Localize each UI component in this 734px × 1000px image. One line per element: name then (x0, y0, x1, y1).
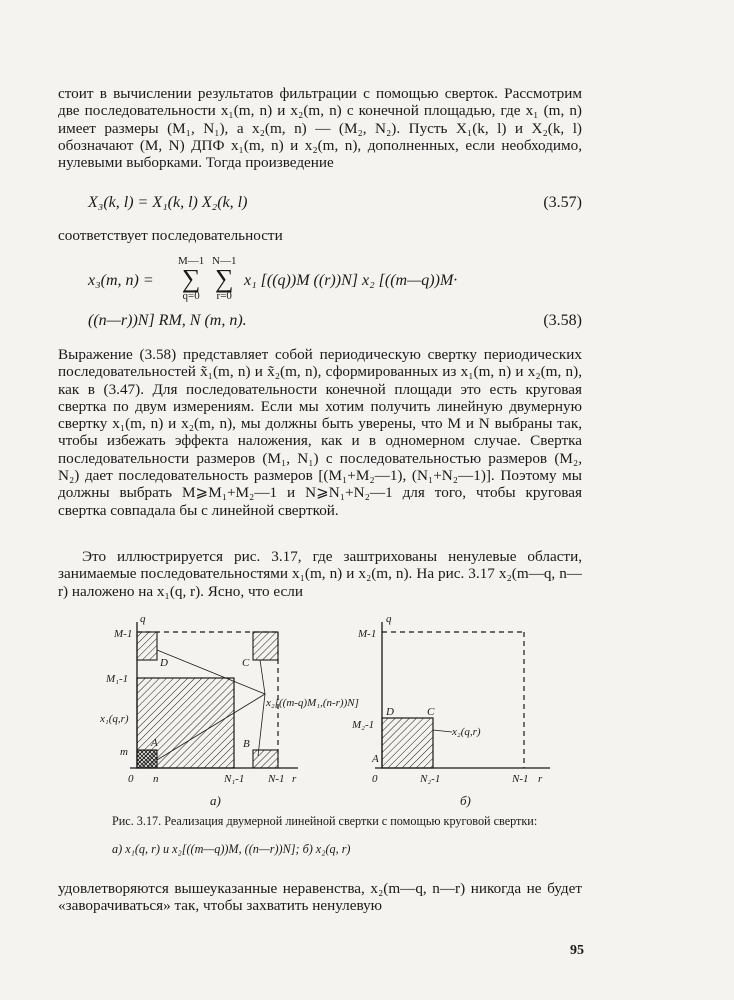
left-x-label-n1-1: N₁-1 (224, 773, 245, 785)
corner-label-c: C (242, 657, 250, 669)
x2-region-b (253, 750, 278, 768)
right-sublabel: б) (460, 793, 471, 808)
right-x-label-n-1: N-1 (512, 773, 529, 785)
sum-q-lower: q=0 (182, 290, 200, 302)
paragraph-illustration: Это иллюстрируется рис. 3.17, где заштрихованы ненулевые области, занимаемые последовательностями x₁(m, n) и x₂(m, n). На рис. 3.17 x₂(m—q, n—r) наложено на x₁(q, r). Ясно, что если (58, 548, 582, 600)
x2-region-c (253, 632, 278, 660)
paragraph-continuation: удовлетворяются вышеуказанные неравенства, x₂(m—q, n—r) никогда не будет «заворачиваться» так, чтобы захватить ненулевую (58, 880, 582, 915)
left-y-label-x1: x₁(q,r) (100, 713, 129, 725)
left-y-label-m1-1: M₁-1 (106, 673, 129, 685)
equation-3-58-line1 (58, 256, 582, 306)
sum-r-upper: N—1 (212, 255, 237, 267)
paragraph-intro: стоит в вычислении результатов фильтрации с помощью сверток. Рассмотрим две последовательности x₁(m, n) и x₂(m, n) с конечной площадью, где x₁ (m, n) имеет размеры (M₁, N₁), а x₂(m, n) — (M₂, N₂). Пусть X₁(k, l) и X₂(k, l) обозначают (M, N) ДПФ x₁(m, n) и x₂(m, n), дополненных, если необходимо, нулевыми выборками. Тогда произведение (58, 85, 582, 172)
left-y-label-m-1: M-1 (114, 628, 133, 640)
figure-left-panel (100, 613, 359, 808)
equation-3-58-lhs: x₃(m, n) = (88, 272, 154, 289)
equation-3-57 (58, 194, 582, 220)
left-x-label-r: r (292, 773, 297, 785)
equation-3-58-line2-body: ((n—r))N] RM, N (m, n). (88, 312, 247, 329)
right-axis-q-label: q (386, 613, 392, 625)
left-x-label-n-1: N-1 (268, 773, 285, 785)
corner-label-a: A (151, 737, 158, 749)
x2-region-a (137, 750, 157, 768)
sum-over-r (212, 256, 236, 302)
right-annotation: x₂(q,r) (452, 726, 481, 738)
x2-region-d (137, 632, 157, 660)
x2-region-right (382, 718, 433, 768)
right-x-label-r: r (538, 773, 543, 785)
right-corner-a: A (372, 753, 379, 765)
pointer-line-2 (260, 660, 265, 694)
sum-over-q (178, 256, 204, 302)
left-y-label-m: m (120, 746, 128, 758)
sum-r-lower: r=0 (216, 290, 232, 302)
right-pointer-line (433, 730, 452, 732)
figure-caption-line2: а) x₁(q, r) и x₂[((m—q))M, ((n—r))N]; б) x₂(q, r) (112, 842, 351, 856)
right-x-label-n2-1: N₂-1 (420, 773, 441, 785)
equation-3-58-rest: x₁ [((q))M ((r))N] x₂ [((m—q))M· (244, 272, 458, 289)
page-number: 95 (570, 943, 584, 958)
equation-3-57-body: X₃(k, l) = X₁(k, l) X₂(k, l) (88, 194, 248, 211)
right-x-label-0: 0 (372, 773, 378, 785)
figure-caption-line1: Рис. 3.17. Реализация двумерной линейной свертки с помощью круговой свертки: (112, 814, 538, 828)
sigma-icon: ∑ (214, 264, 234, 293)
left-annotation: x₂[((m-q)M₁,(n-r))N] (266, 697, 359, 709)
right-y-label-m-1: M-1 (358, 628, 377, 640)
left-sublabel: а) (210, 793, 221, 808)
equation-3-58-number: (3.58) (543, 312, 582, 329)
paragraph-corresponds: соответствует последовательности (58, 227, 283, 244)
left-x-label-0: 0 (128, 773, 134, 785)
right-corner-d: D (386, 706, 394, 718)
figure-right-panel (351, 613, 550, 808)
corner-label-b: B (243, 738, 250, 750)
paragraph-periodic: Выражение (3.58) представляет собой периодическую свертку периодических последовательностей x̃₁(m, n) и x̃₂(m, n), сформированных из x₁(m, n) и x₂(m, n), как в (3.47). Для последовательности конечной площади это есть круговая свертка по двум измерениям. Если мы хотим получить линейную двумерную свертку x₁(m, n) и x₂(m, n), мы должны быть уверены, что M и N выбраны так, чтобы избежать эффекта наложения, как и в одномерном случае. Свертка последовательности размеров (M₁, N₁) с последовательностью размеров (M₂, N₂) дает последовательность размеров [(M₁+M₂—1), (N₁+N₂—1)]. Поэтому мы должны выбрать M⩾M₁+M₂—1 и N⩾N₁+N₂—1 для того, чтобы круговая свертка совпадала бы с линейной сверткой. (58, 346, 582, 519)
sum-q-upper: M—1 (178, 255, 205, 267)
equation-3-57-number: (3.57) (543, 194, 582, 211)
sigma-icon: ∑ (181, 264, 201, 293)
right-y-label-m2-1: M₂-1 (352, 719, 375, 731)
left-x-label-n: n (153, 773, 159, 785)
figure-3-17 (100, 610, 560, 810)
pointer-line-3 (258, 694, 265, 756)
corner-label-d: D (160, 657, 168, 669)
right-corner-c: C (427, 706, 435, 718)
equation-3-58-line2 (58, 312, 582, 338)
left-axis-q-label: q (140, 613, 146, 625)
